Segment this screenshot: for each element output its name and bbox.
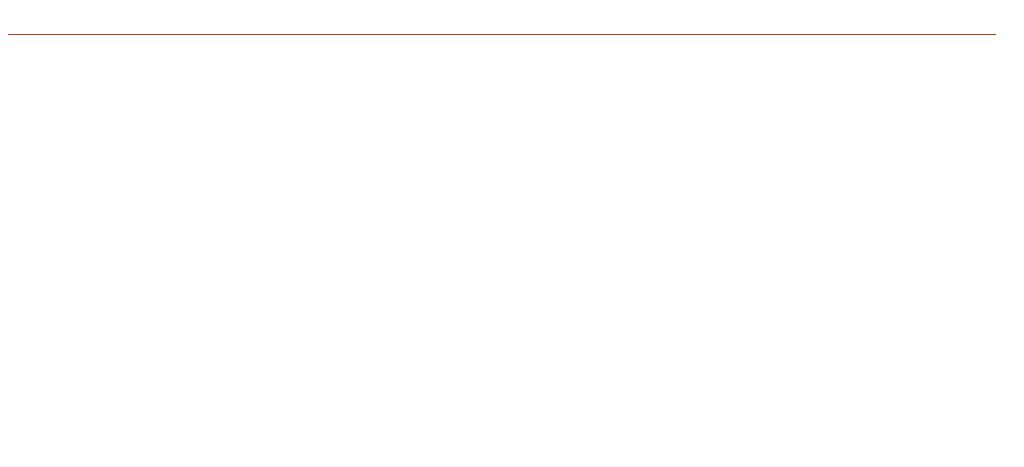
header-rule bbox=[8, 34, 996, 35]
